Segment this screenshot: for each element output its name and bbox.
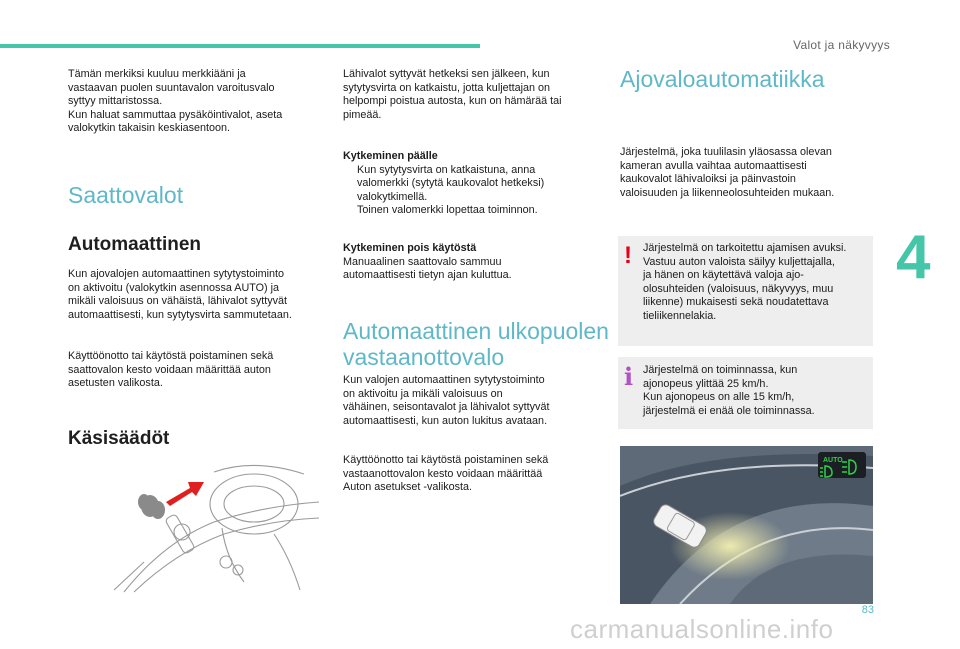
text-line: helpompi poistua autosta, kun on hämärää tai — [343, 95, 562, 108]
text-line: kaukovalot lähivaloiksi ja päinvastoin — [620, 173, 796, 186]
text-line: valomerkki (sytytä kaukovalot hetkeksi) — [357, 177, 545, 190]
heading-kasisaadot: Käsisäädöt — [68, 428, 170, 449]
text-line: automaattisesti tietyn ajan kuluttua. — [343, 269, 512, 282]
text-line: Lähivalot syttyvät hetkeksi sen jälkeen, kun — [343, 68, 550, 80]
text-line: Manuaalinen saattovalo sammuu — [343, 255, 502, 268]
headlight-stalk-illustration — [104, 462, 322, 594]
subheading-on: Kytkeminen päälle — [343, 150, 438, 162]
text-line: liikenne) mukaisesti sekä noudatettava — [643, 296, 829, 309]
text-line: pimeää. — [343, 108, 382, 121]
text-line: olosuhteiden (valoisuus, näkyvyys, muu — [643, 282, 834, 295]
col2-recv-activation-text — [343, 454, 599, 495]
text-line: ajonopeus ylittää 25 km/h. — [643, 377, 769, 390]
text-line: Kun valojen automaattinen sytytystoiminto — [343, 374, 545, 386]
text-line: automaattisesti, kun sytytysvirta sammutetaan. — [68, 308, 292, 321]
col1-auto-text — [68, 268, 324, 322]
chapter-number: 4 — [896, 223, 931, 292]
text-line: saattovalon kesto voidaan määrittää auton — [68, 363, 271, 376]
text-line: vastaanottovalon kesto voidaan määrittää — [343, 467, 543, 480]
text-line: Käyttöönotto tai käytöstä poistaminen sekä — [68, 350, 274, 362]
col2-on-section — [343, 150, 599, 218]
text-line: Kun ajonopeus on alle 15 km/h, — [643, 391, 795, 404]
text-line: Kun haluat sammuttaa pysäköintivalot, aseta — [68, 108, 283, 121]
subheading-off: Kytkeminen pois käytöstä — [343, 242, 477, 254]
text-line: syttyy mittaristossa. — [68, 95, 163, 108]
col2-recv-text — [343, 374, 599, 428]
bullet-item — [343, 204, 599, 218]
col2-off-section — [343, 242, 599, 283]
header-accent-bar — [0, 44, 480, 48]
text-line: mikäli valoisuus on vähäistä, lähivalot syttyvät — [68, 295, 288, 308]
text-line: Käyttöönotto tai käytöstä poistaminen sekä — [343, 454, 549, 466]
text-line: kameran avulla vaihtaa automaattisesti — [620, 159, 807, 172]
col3-description — [620, 146, 876, 200]
auto-badge-text: AUTO — [823, 457, 843, 464]
text-line: asetusten valikosta. — [68, 377, 163, 390]
bullet-item — [343, 164, 599, 205]
text-line: järjestelmä ei enää ole toiminnassa. — [643, 404, 815, 417]
text-line: Järjestelmä on tarkoitettu ajamisen avuksi. — [643, 242, 847, 254]
text-line: Järjestelmä on toiminnassa, kun — [643, 364, 798, 376]
col1-activation-text — [68, 350, 324, 391]
text-line: Vastuu auton valoista säilyy kuljettajalla, — [643, 255, 835, 268]
watermark: carmanualsonline.info — [570, 614, 834, 644]
text-line: vähäinen, seisontavalot ja lähivalot syttyvät — [343, 401, 550, 414]
text-line: Tämän merkiksi kuuluu merkkiääni ja — [68, 68, 246, 80]
heading-automaattinen: Automaattinen — [68, 234, 201, 255]
bullet-icon — [343, 204, 357, 218]
text-line: Auton asetukset -valikosta. — [343, 481, 473, 494]
text-line: sytytysvirta on katkaistu, jotta kuljettajan on — [343, 81, 551, 94]
section-title: Valot ja näkyvyys — [793, 38, 890, 52]
text-line: valoisuuden ja liikenneolosuhteiden mukaan. — [620, 186, 835, 199]
text-line: vastaavan puolen suuntavalon varoitusvalo — [68, 81, 275, 94]
text-line: automaattisesti, kun auton lukitus avataan. — [343, 414, 548, 427]
info-text — [643, 364, 871, 418]
heading-line: Automaattinen ulkopuolen — [343, 318, 609, 344]
bullet-text — [357, 164, 544, 205]
text-line: valokytkin takaisin keskiasentoon. — [68, 122, 231, 135]
text-line: on aktivoitu ja mikäli valoisuus on — [343, 387, 503, 400]
auto-headlight-illustration — [620, 446, 873, 604]
heading-ajovaloautomatiikka: Ajovaloautomatiikka — [620, 66, 825, 92]
text-line: tieliikennelakia. — [643, 309, 717, 322]
text-line: ja hänen on käytettävä valoja ajo- — [643, 269, 804, 282]
warning-text — [643, 242, 871, 324]
col2-intro — [343, 68, 599, 122]
col1-intro — [68, 68, 318, 136]
text-line: valokytkimellä. — [357, 190, 428, 203]
text-line: Kun sytytysvirta on katkaistuna, anna — [357, 163, 536, 176]
text-line: Kun ajovalojen automaattinen sytytystoiminto — [68, 268, 285, 280]
heading-saattovalot: Saattovalot — [68, 182, 184, 208]
warning-icon: ! — [624, 242, 632, 269]
page-number: 83 — [861, 604, 874, 616]
bullet-text: Toinen valomerkki lopettaa toiminnon. — [357, 204, 538, 217]
bullet-icon — [343, 164, 357, 205]
text-line: Järjestelmä, joka tuulilasin yläosassa olevan — [620, 146, 832, 158]
heading-line: vastaanottovalo — [343, 344, 505, 370]
text-line: on aktivoitu (valokytkin asennossa AUTO) ja — [68, 281, 280, 294]
heading-ulkopuolen-vastaanottovalo — [343, 318, 613, 370]
info-icon: i — [624, 362, 634, 391]
